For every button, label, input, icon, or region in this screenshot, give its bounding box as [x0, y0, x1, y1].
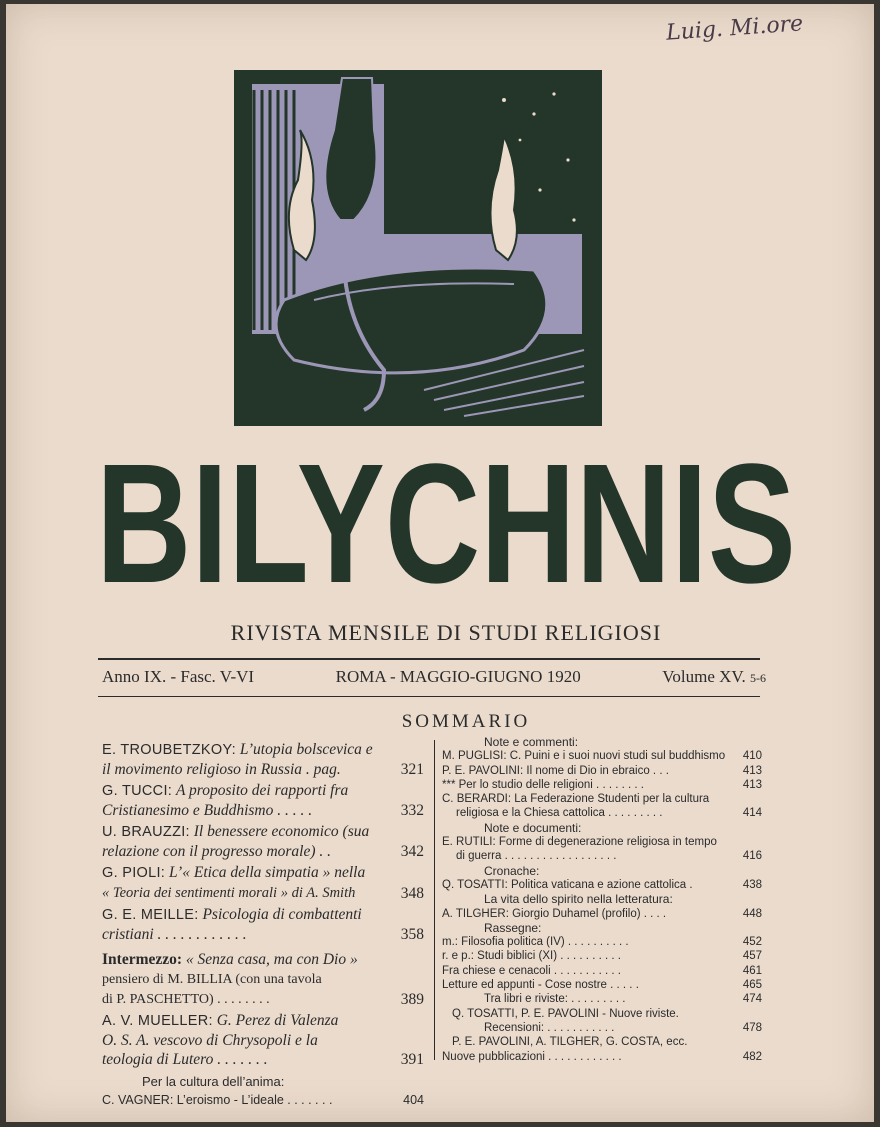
contents-left-column	[102, 740, 424, 1109]
toc-entry: P. E. PAVOLINI, A. TILGHER, G. COSTA, ecc.	[452, 1036, 688, 1049]
masthead-subtitle: RIVISTA MENSILE DI STUDI RELIGIOSI	[230, 620, 662, 645]
toc-entry: Nuove pubblicazioni . . . . . . . . . . . . 482	[442, 1050, 762, 1063]
toc-entry: Intermezzo: « Senza casa, ma con Dio » pensiero di M. BILLIA (con una tavola di P. PASCHETTO) . . . . . . . . 389	[102, 951, 424, 1008]
section-header: Note e commenti:	[484, 735, 579, 749]
handwritten-signature: Luig. Mi.ore	[665, 11, 804, 46]
bottom-rule	[98, 696, 760, 697]
toc-entry: U. BRAUZZI: Il benessere economico (sua relazione con il progresso morale) . . 342	[102, 823, 424, 860]
toc-entry: G. PIOLI: L’« Etica della simpatia » nella « Teoria dei sentimenti morali » di A. Smith 348	[102, 864, 424, 902]
toc-entry: M. PUGLISI: C. Puini e i suoi nuovi studi sul buddhismo 410	[442, 750, 762, 763]
toc-entry: A. TILGHER: Giorgio Duhamel (profilo) . . . . 448	[442, 907, 762, 920]
contents-right-column	[442, 735, 762, 1064]
toc-entry: m.: Filosofia politica (IV) . . . . . . . . . . 452	[442, 936, 762, 949]
toc-entry: G. TUCCI: A proposito dei rapporti fra Cristianesimo e Buddhismo . . . . . 332	[102, 782, 424, 819]
contents-heading: SOMMARIO	[401, 711, 531, 732]
woodcut-lamp-illustration	[234, 70, 602, 426]
masthead-title	[86, 442, 806, 592]
toc-entry: *** Per lo studio delle religioni . . . . . . . . 413	[442, 778, 762, 791]
section-header: La vita dello spirito nella letteratura:	[484, 892, 673, 907]
section-header: Note e documenti:	[484, 820, 582, 835]
magazine-cover	[6, 4, 874, 1122]
toc-entry: Q. TOSATTI: Politica vaticana e azione cattolica . 438	[442, 878, 762, 891]
section-header: Per la cultura dell’anima:	[142, 1074, 285, 1089]
toc-entry: A. V. MUELLER: G. Perez di Valenza O. S. A. vescovo di Chrysopoli e la teologia di Lutero . . . . . . . 391	[102, 1012, 424, 1068]
toc-entry: E. TROUBETZKOY: L’utopia bolscevica e il movimento religioso in Russia . pag. 321	[102, 741, 424, 778]
toc-entry: Tra libri e riviste: . . . . . . . . . 474	[484, 993, 762, 1006]
issue-volume: Volume XV. 5-6	[662, 667, 766, 686]
toc-entry: Fra chiese e cenacoli . . . . . . . . . . . 461	[442, 964, 762, 977]
section-header: Cronache:	[484, 863, 540, 878]
toc-entry: C. BERARDI: La Federazione Studenti per la cultura	[442, 793, 710, 806]
issue-place-date: ROMA - MAGGIO-GIUGNO 1920	[335, 667, 581, 686]
toc-entry: C. VAGNER: L’eroismo - L’ideale . . . . . . . 404	[102, 1093, 424, 1107]
toc-entry: Q. TOSATTI, P. E. PAVOLINI - Nuove riviste.	[452, 1007, 679, 1020]
toc-entry: Letture ed appunti - Cose nostre . . . . . 465	[442, 979, 762, 992]
toc-entry: E. RUTILI: Forme di degenerazione religiosa in tempo	[442, 836, 717, 849]
toc-entry: P. E. PAVOLINI: Il nome di Dio in ebraico . . . 413	[442, 764, 762, 777]
issue-info-bar	[102, 667, 766, 687]
toc-entry: religiosa e la Chiesa cattolica . . . . . . . . . 414	[456, 807, 762, 820]
toc-entry: di guerra . . . . . . . . . . . . . . . . . . 416	[456, 850, 762, 863]
toc-entry: Recensioni: . . . . . . . . . . . 478	[484, 1021, 762, 1034]
column-separator	[434, 740, 435, 1060]
issue-year: Anno IX. - Fasc. V-VI	[102, 667, 255, 686]
top-rule	[98, 658, 760, 660]
toc-entry: r. e p.: Studi biblici (XI) . . . . . . . . . . 457	[442, 950, 762, 963]
section-header: Rassegne:	[484, 920, 542, 935]
toc-entry: G. E. MEILLE: Psicologia di combattenti cristiani . . . . . . . . . . . . 358	[102, 906, 424, 943]
svg-text:BILYCHNIS: BILYCHNIS	[96, 442, 796, 592]
